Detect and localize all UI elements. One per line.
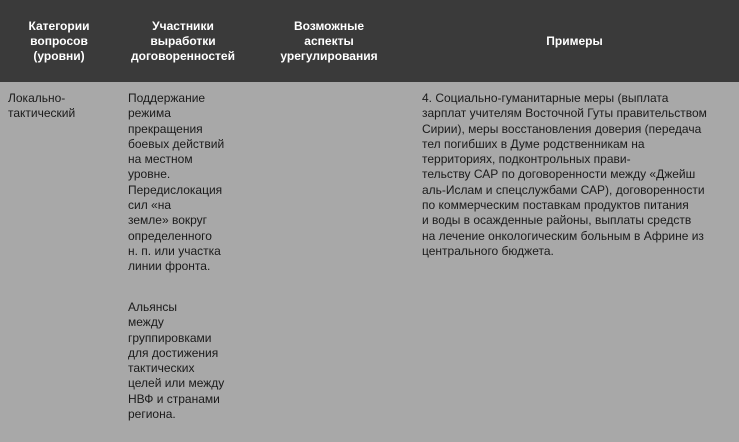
cell-participants-1: Поддержание режима прекращения боевых действий на местном уровне. Передислокация сил «на земле» вокруг определенного н. п. или участка линии фронта. <box>128 91 225 274</box>
header-label-categories: Категории вопросов (уровни) <box>28 18 90 63</box>
header-cell-examples <box>410 0 739 82</box>
header-label-participants: Участники выработки договоренностей <box>131 18 235 63</box>
header-label-aspects: Возможные аспекты урегулирования <box>280 18 378 63</box>
cell-examples: 4. Социально-гуманитарные меры (выплата зарплат учителям Восточной Гуты правительством Сирии), меры восстановления доверия (передача тел погибших в Думе родственникам на территориях, подконтрольных прави- тельству САР по договоренности между «Джейш аль-Ислам и спецслужбами САР), договоренности по коммерческим поставкам продуктов питания и воды в осажденные районы, выплаты средств на лечение онкологическим больным в Африне из центрального бюджета. <box>422 91 707 258</box>
table-header <box>0 0 739 82</box>
cell-category: Локально- тактический <box>8 91 76 121</box>
header-cell-participants <box>118 0 248 82</box>
table-row <box>0 82 739 442</box>
header-cell-categories <box>0 0 118 82</box>
header-label-examples: Примеры <box>546 33 603 48</box>
header-cell-aspects <box>248 0 410 82</box>
cell-participants-2: Альянсы между группировками для достижения тактических целей или между НВФ и странами региона. <box>128 300 225 422</box>
